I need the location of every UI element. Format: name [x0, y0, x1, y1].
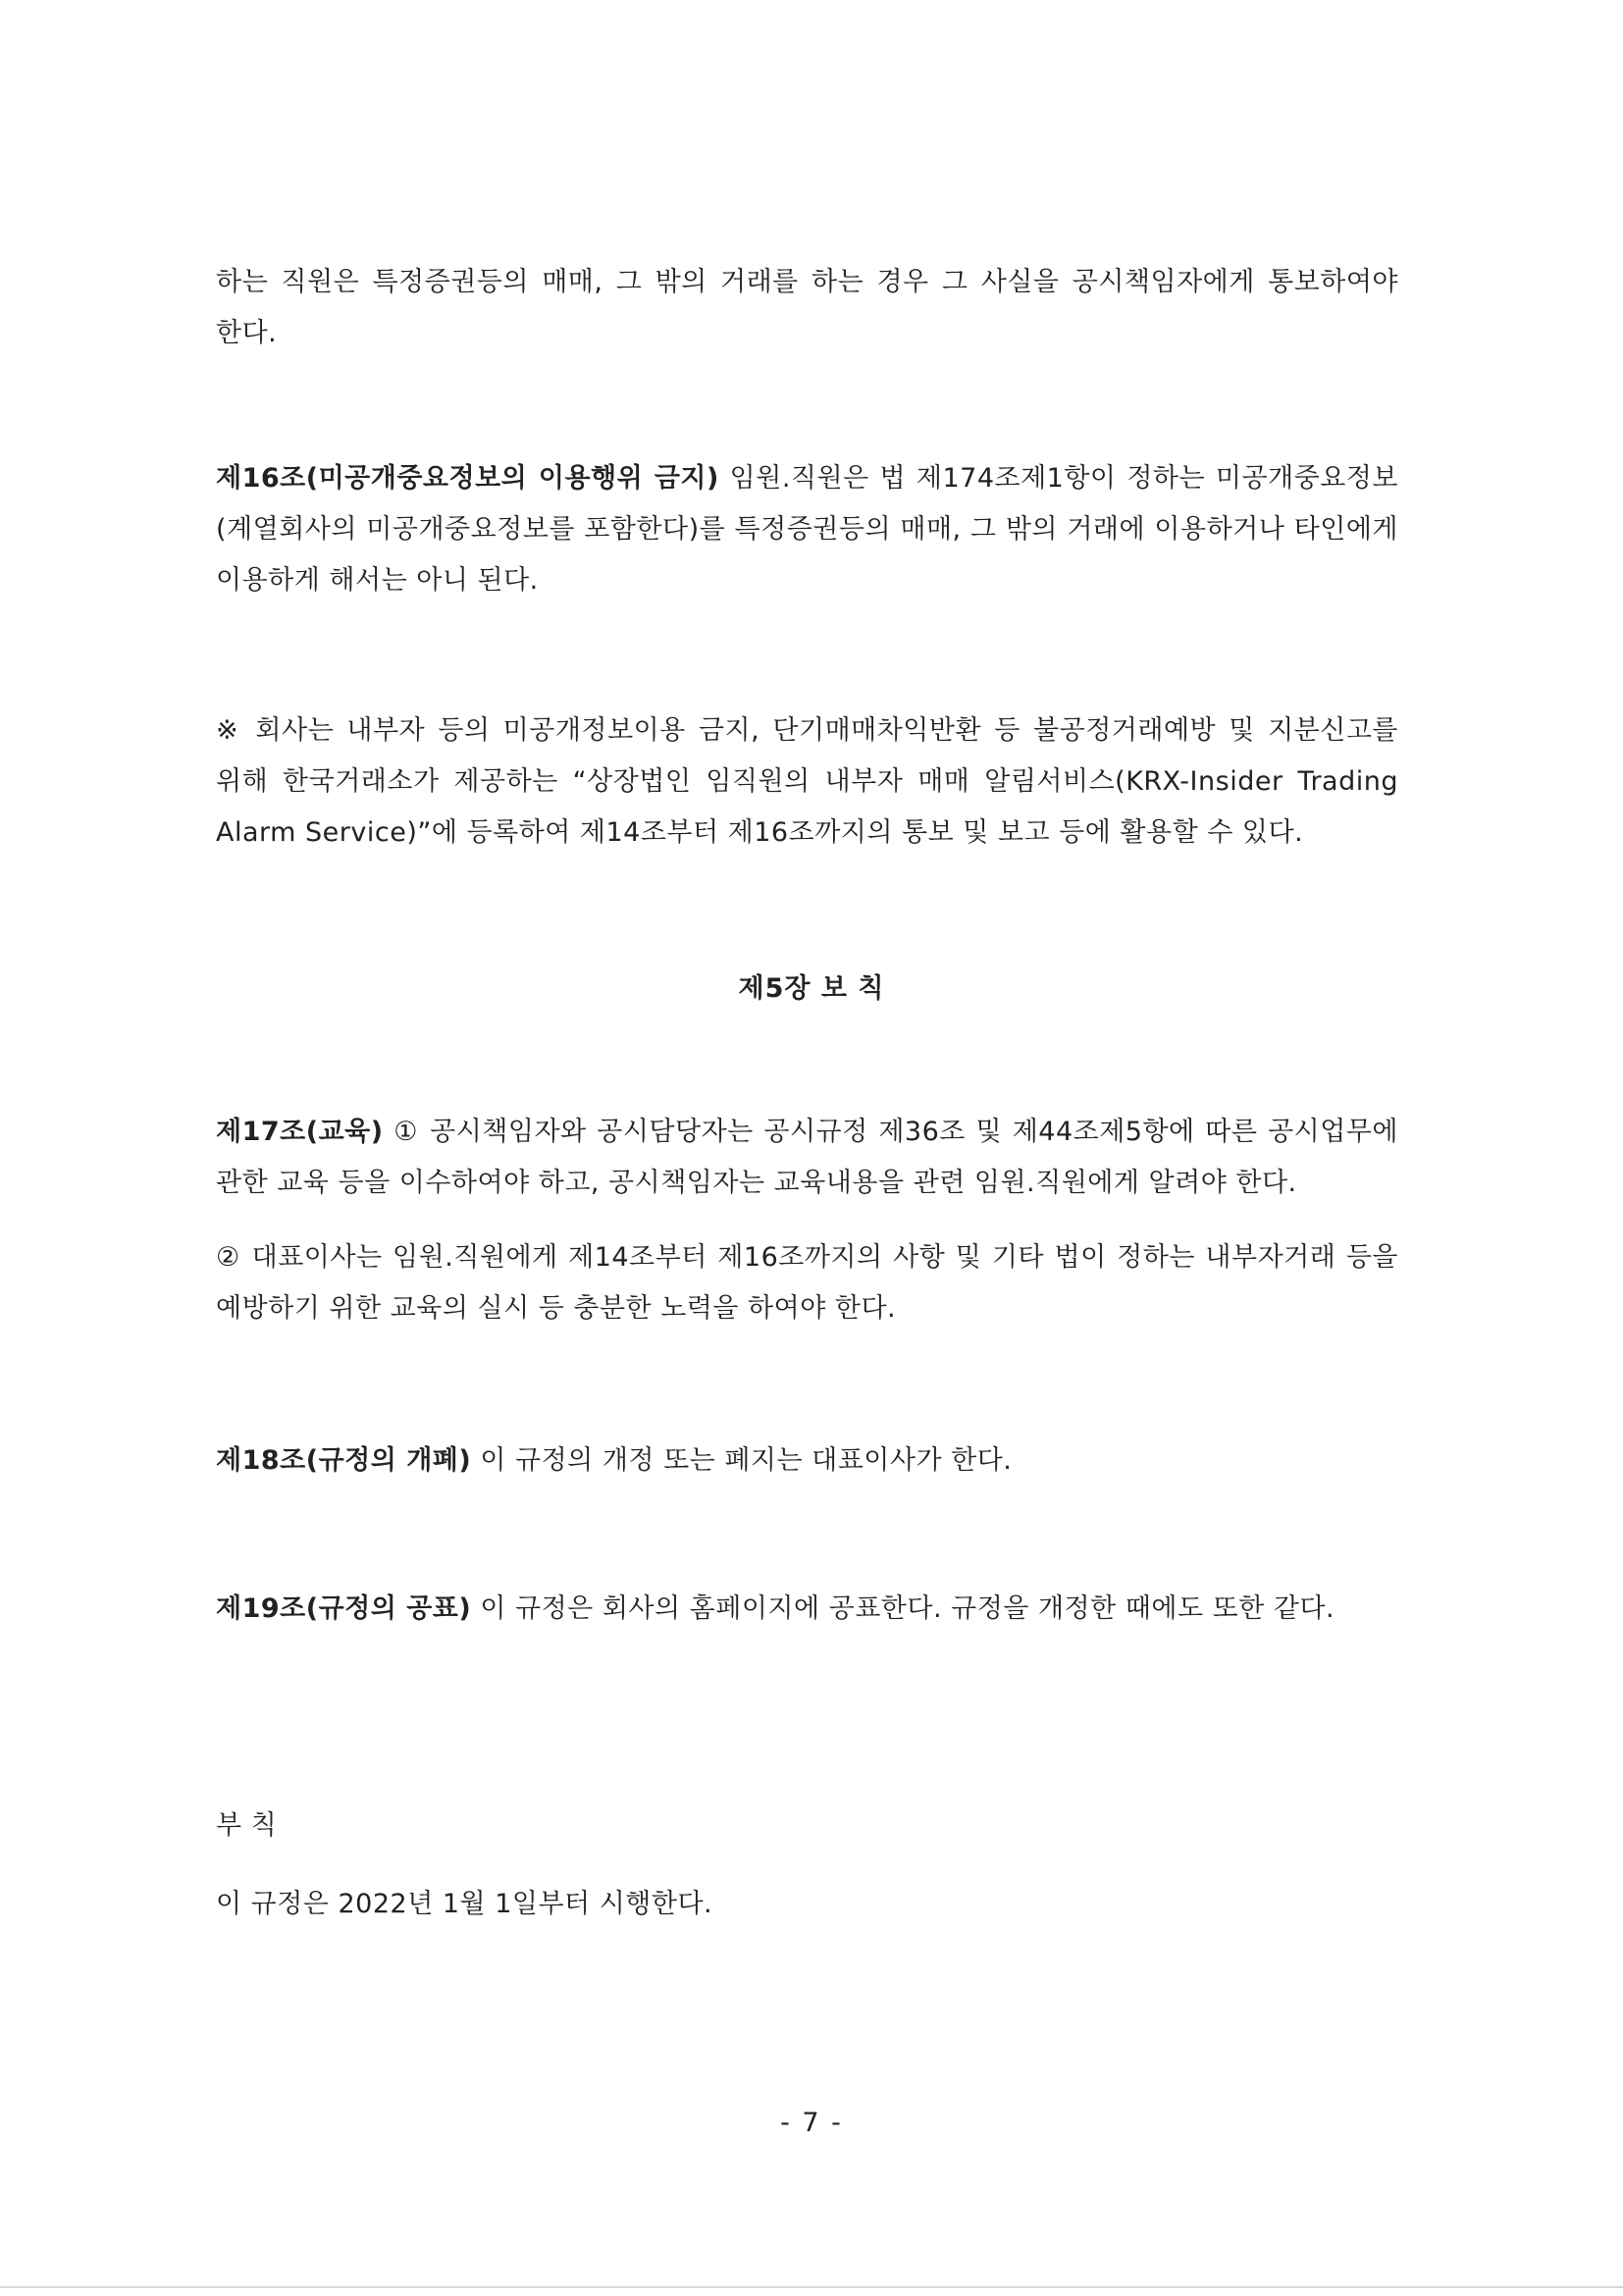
article-17-heading: 제17조(교육)	[216, 1117, 384, 1147]
article-19	[216, 1587, 1335, 1625]
addenda-title: 부 칙	[216, 1810, 278, 1841]
article-17	[216, 1107, 1398, 1209]
article-16	[216, 453, 1398, 606]
continued-paragraph-text: 하는 직원은 특정증권등의 매매, 그 밖의 거래를 하는 경우 그 사실을 공시책임자에게 통보하여야 한다.	[216, 267, 1398, 348]
article-19-body: 이 규정은 회사의 홈페이지에 공표한다. 규정을 개정한 때에도 또한 같다.	[480, 1593, 1335, 1624]
article-17-paragraph-2-block	[216, 1232, 1398, 1334]
article-17-paragraph-2: ② 대표이사는 임원.직원에게 제14조부터 제16조까지의 사항 및 기타 법이 정하는 내부자거래 등을 예방하기 위한 교육의 실시 등 충분한 노력을 하여야 한다.	[216, 1242, 1398, 1324]
article-19-heading: 제19조(규정의 공표)	[216, 1593, 472, 1624]
article-18-body: 이 규정의 개정 또는 폐지는 대표이사가 한다.	[480, 1445, 1013, 1476]
article-18-heading: 제18조(규정의 개폐)	[216, 1445, 472, 1476]
article-17-paragraph-1: ① 공시책임자와 공시담당자는 공시규정 제36조 및 제44조제5항에 따른 공시업무에 관한 교육 등을 이수하여야 하고, 공시책임자는 교육내용을 관련 임원.직원에게 알려야 한다.	[216, 1117, 1398, 1198]
article-18	[216, 1438, 1012, 1477]
addenda-body: 이 규정은 2022년 1월 1일부터 시행한다.	[216, 1889, 713, 1919]
notice-text: ※ 회사는 내부자 등의 미공개정보이용 금지, 단기매매차익반환 등 불공정거래예방 및 지분신고를 위해 한국거래소가 제공하는 “상장법인 임직원의 내부자 매매 알림서비스(KRX-Insider Trading Alarm Service)”에 등록하여 제14조부터 제16조까지의 통보 및 보고 등에 활용할 수 있다.	[216, 715, 1398, 848]
article-16-heading: 제16조(미공개중요정보의 이용행위 금지)	[216, 463, 719, 494]
chapter-5-title: 제5장 보 칙	[738, 973, 885, 1004]
continued-paragraph	[216, 257, 1398, 359]
page-number: - 7 -	[780, 2108, 843, 2138]
article-16-body: 임원.직원은 법 제174조제1항이 정하는 미공개중요정보(계열회사의 미공개중요정보를 포함한다)를 특정증권등의 매매, 그 밖의 거래에 이용하거나 타인에게 이용하게 해서는 아니 된다.	[216, 463, 1398, 596]
notice-paragraph	[216, 705, 1398, 859]
scan-edge-line	[0, 2286, 1623, 2288]
